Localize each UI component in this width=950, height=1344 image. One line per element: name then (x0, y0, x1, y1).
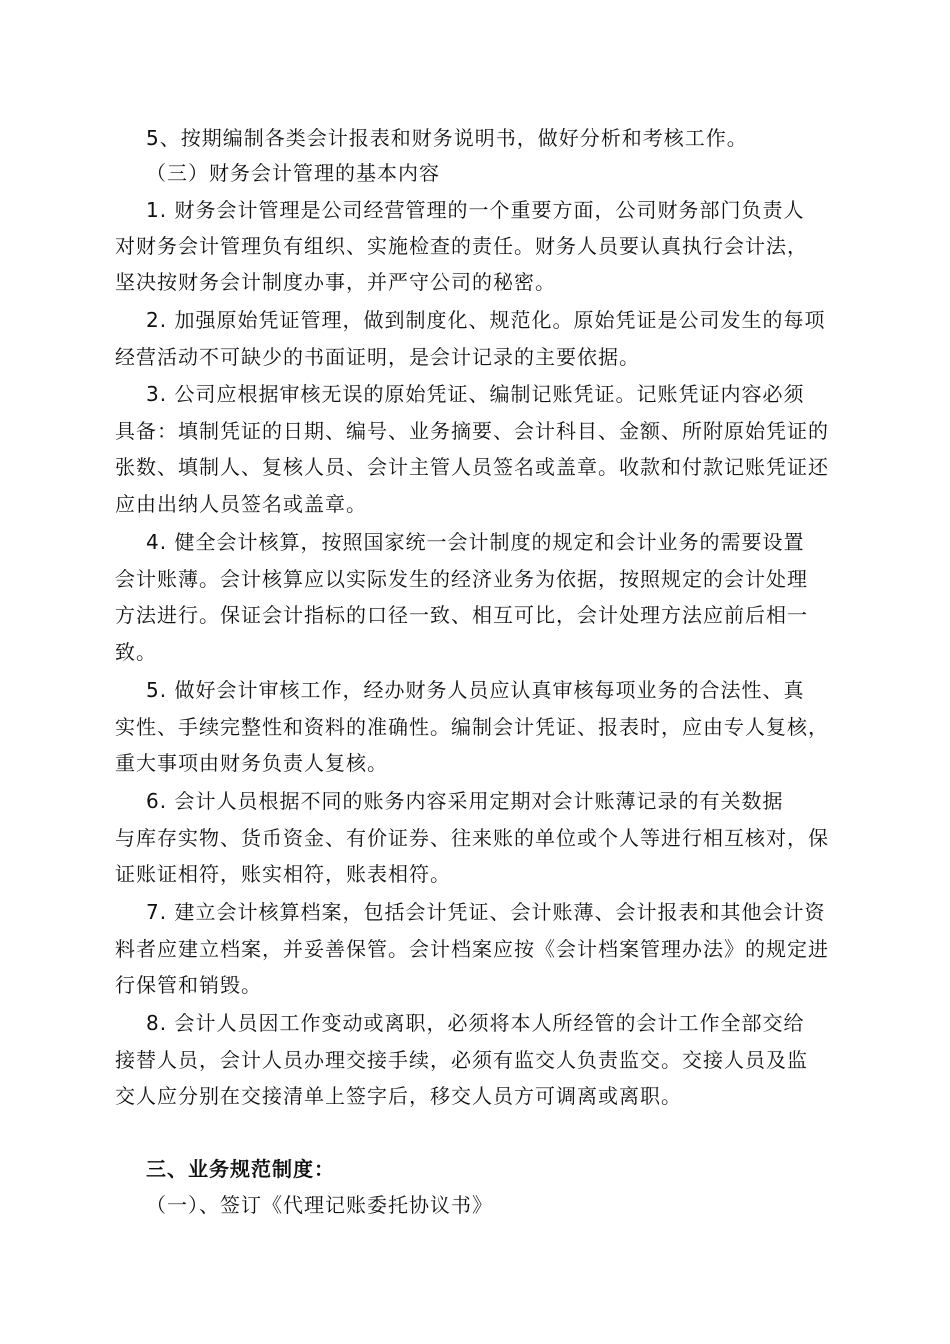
para-line: 坚决按财务会计制度办事，并严守公司的秘密。 (115, 270, 556, 294)
para-line: 张数、填制人、复核人员、会计主管人员签名或盖章。收款和付款记账凭证还 (115, 455, 829, 479)
para-line: 方法进行。保证会计指标的口径一致、相互可比，会计处理方法应前后相一 (115, 603, 808, 627)
para-line: 证账证相符，账实相符，账表相符。 (115, 862, 451, 886)
para-line: 应由出纳人员签名或盖章。 (115, 492, 367, 516)
para-line: 与库存实物、货币资金、有价证券、往来账的单位或个人等进行相互核对，保 (115, 826, 829, 850)
para-line: 7. 建立会计核算档案，包括会计凭证、会计账薄、会计报表和其他会计资 (146, 900, 826, 924)
para-line: 致。 (115, 640, 157, 664)
para-line: 2. 加强原始凭证管理，做到制度化、规范化。原始凭证是公司发生的每项 (146, 308, 826, 332)
para-line: 经营活动不可缺少的书面证明，是会计记录的主要依据。 (115, 345, 640, 369)
para-line: 行保管和销毁。 (115, 973, 262, 997)
para-line: 4. 健全会计核算，按照国家统一会计制度的规定和会计业务的需要设置 (146, 530, 805, 554)
para-line: 5、按期编制各类会计报表和财务说明书，做好分析和考核工作。 (146, 126, 748, 150)
subsection-heading: （一）、签订《代理记账委托协议书》 (146, 1193, 493, 1217)
section-heading: （三）财务会计管理的基本内容 (146, 161, 440, 185)
para-line: 5. 做好会计审核工作，经办财务人员应认真审核每项业务的合法性、真 (146, 678, 805, 702)
para-line: 3. 公司应根据审核无误的原始凭证、编制记账凭证。记账凭证内容必须 (146, 382, 805, 406)
para-line: 接替人员，会计人员办理交接手续，必须有监交人负责监交。交接人员及监 (115, 1048, 808, 1072)
section-heading: 三、业务规范制度： (146, 1157, 335, 1181)
para-line: 重大事项由财务负责人复核。 (115, 751, 388, 775)
para-line: 具备：填制凭证的日期、编号、业务摘要、会计科目、金额、所附原始凭证的 (115, 419, 829, 443)
para-line: 会计账薄。会计核算应以实际发生的经济业务为依据，按照规定的会计处理 (115, 567, 808, 591)
para-line: 对财务会计管理负有组织、实施检查的责任。财务人员要认真执行会计法， (115, 234, 808, 258)
para-line: 6. 会计人员根据不同的账务内容采用定期对会计账薄记录的有关数据 (146, 789, 784, 813)
para-line: 料者应建立档案，并妥善保管。会计档案应按《会计档案管理办法》的规定进 (115, 937, 829, 961)
para-line: 1. 财务会计管理是公司经营管理的一个重要方面，公司财务部门负责人 (146, 198, 805, 222)
para-line: 交人应分别在交接清单上签字后，移交人员方可调离或离职。 (115, 1084, 682, 1108)
para-line: 8. 会计人员因工作变动或离职，必须将本人所经管的会计工作全部交给 (146, 1011, 805, 1035)
para-line: 实性、手续完整性和资料的准确性。编制会计凭证、报表时，应由专人复核， (115, 715, 829, 739)
